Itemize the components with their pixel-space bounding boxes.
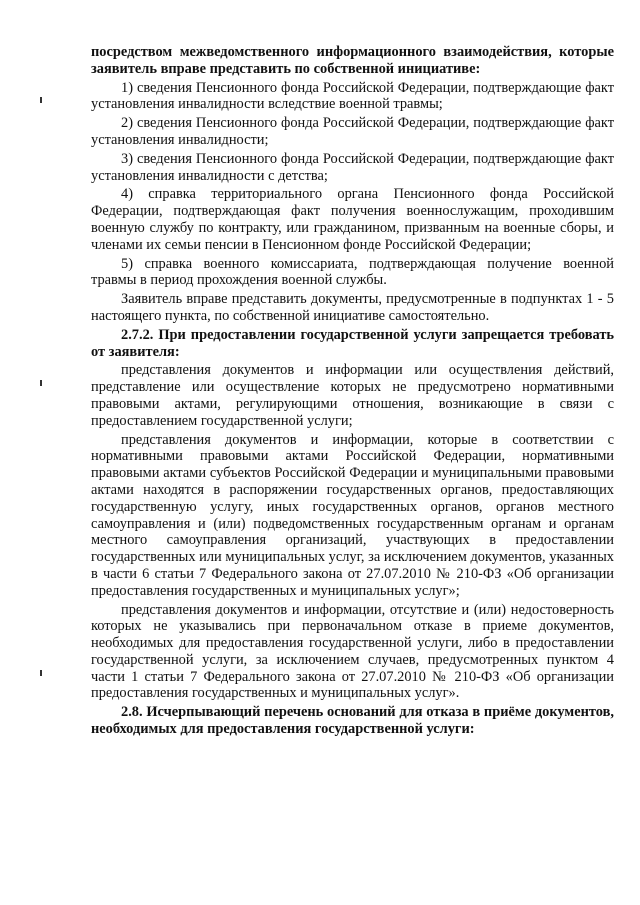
- margin-mark: [40, 670, 42, 676]
- margin-mark: [40, 97, 42, 103]
- list-item-1: 1) сведения Пенсионного фонда Российской Федерации, подтверждающие факт установления инвалидности вследствие военной травмы;: [91, 79, 614, 113]
- list-item-2: 2) сведения Пенсионного фонда Российской Федерации, подтверждающие факт установления инвалидности;: [91, 115, 614, 148]
- list-item-5: 5) справка военного комиссариата, подтверждающая получение военной травмы в период прохождения военной службы.: [91, 255, 614, 289]
- margin-mark: [40, 380, 42, 386]
- paragraph-intro: посредством межведомственного информационного взаимодействия, которые заявитель вправе представить по собственной инициативе:: [91, 44, 614, 77]
- list-item-3: 3) сведения Пенсионного фонда Российской Федерации, подтверждающие факт установления инвалидности с детства;: [91, 150, 614, 184]
- paragraph-applicant-right: Заявитель вправе представить документы, предусмотренные в подпунктах 1 - 5 настоящего пункта, по собственной инициативе самостоятельно.: [91, 291, 614, 324]
- paragraph-prohibition-1: представления документов и информации или осуществления действий, представление или осуществление которых не предусмотрено нормативными правовыми актами, регулирующими отношения, возникающие в связи с предоставлением государственной услуги;: [91, 362, 614, 429]
- list-item-4: 4) справка территориального органа Пенсионного фонда Российской Федерации, подтверждающая факт получения военнослужащим, проходившим военную службу по контракту, или гражданином, призванным на военные сборы, и членами их семьи пенсии в Пенсионном фонде Российской Федерации;: [91, 186, 614, 253]
- section-heading-2-8: 2.8. Исчерпывающий перечень оснований для отказа в приёме документов, необходимых для предоставления государственной услуги:: [91, 704, 614, 738]
- section-heading-2-7-2: 2.7.2. При предоставлении государственной услуги запрещается требовать от заявителя:: [91, 326, 614, 360]
- paragraph-prohibition-2: представления документов и информации, которые в соответствии с нормативными правовыми актами Российской Федерации, нормативными правовыми актами субъектов Российской Федерации и муниципальными правовыми актами находятся в распоряжении государственных органов, предоставляющих государственную услугу, иных государственных органов, органов местного самоуправления и (или) подведомственных государственным органам и органам местного самоуправления организаций, участвующих в предоставлении государственных или муниципальных услуг, за исключением документов, указанных в части 6 статьи 7 Федерального закона от 27.07.2010 № 210-ФЗ «Об организации предоставления государственных и муниципальных услуг»;: [91, 431, 614, 599]
- paragraph-prohibition-3: представления документов и информации, отсутствие и (или) недостоверность которых не указывались при первоначальном отказе в приеме документов, необходимых для предоставления государственной услуги, либо в предоставлении государственной услуги, за исключением случаев, предусмотренных пунктом 4 части 1 статьи 7 Федерального закона от 27.07.2010 № 210-ФЗ «Об организации предоставления государственных и муниципальных услуг».: [91, 601, 614, 702]
